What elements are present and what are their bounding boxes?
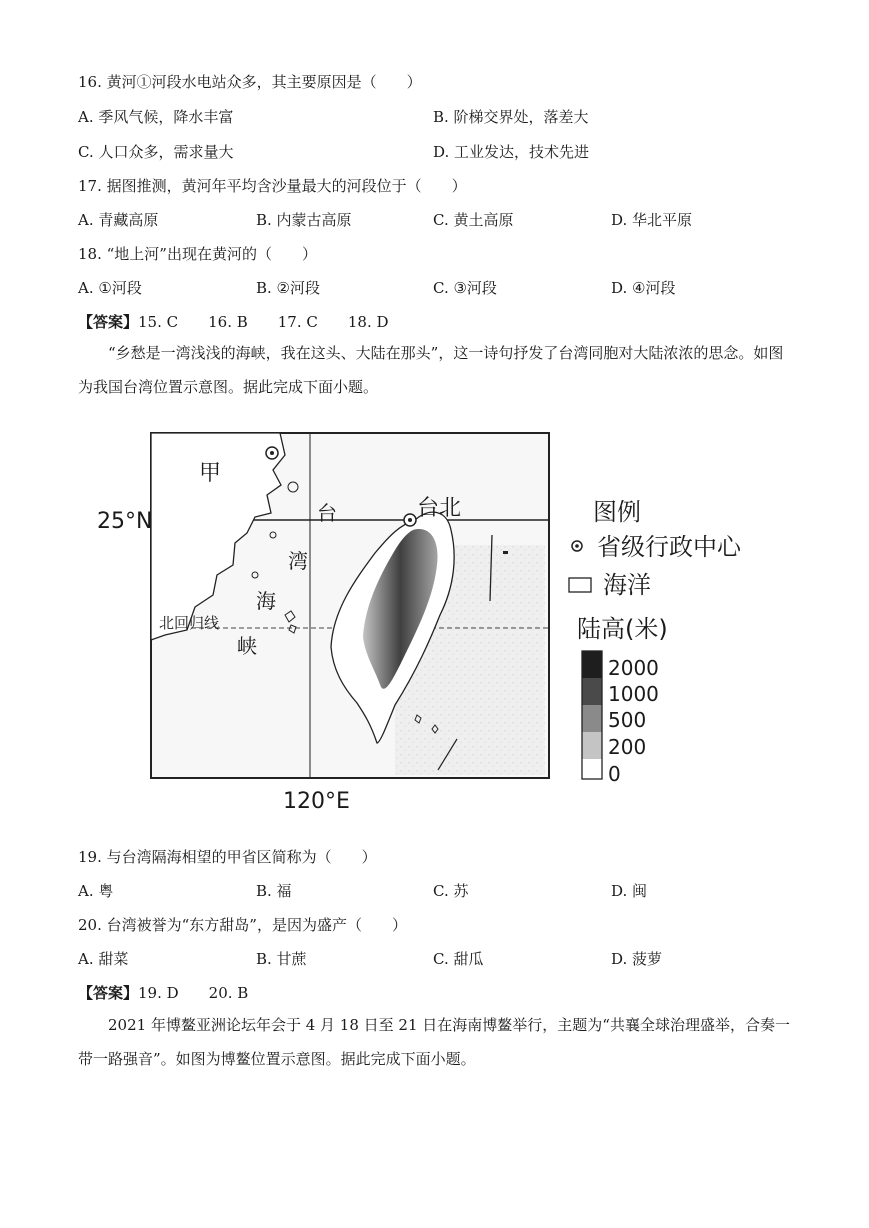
answer-label: 【答案】 bbox=[78, 313, 139, 331]
q20-option-b: B. 甘蔗 bbox=[256, 950, 307, 968]
legend-ocean: 海洋 bbox=[603, 571, 651, 599]
label-tai: 台 bbox=[317, 501, 337, 525]
intro-paragraph-boao: 2021 年博鳌亚洲论坛年会于 4 月 18 日至 21 日在海南博鳌举行，主题为“共襄全球治理盛举，合奏一带一路强音”。如图为博鳌位置示意图。据此完成下面小题。 bbox=[78, 1016, 790, 1068]
legend-level-2000: 2000 bbox=[608, 656, 659, 680]
taiwan-location-map bbox=[95, 425, 785, 820]
legend-title: 图例 bbox=[593, 498, 641, 526]
q16-option-b: B. 阶梯交界处，落差大 bbox=[433, 108, 589, 126]
q20-stem: 20. 台湾被誉为“东方甜岛”，是因为盛产（ ） bbox=[78, 916, 407, 934]
label-hai: 海 bbox=[256, 589, 276, 613]
intro-paragraph-taiwan: “乡愁是一湾浅浅的海峡，我在这头、大陆在那头”，这一诗句抒发了台湾同胞对大陆浓浓的思念。如图为我国台湾位置示意图。据此完成下面小题。 bbox=[78, 344, 784, 396]
q18-option-b: B. ②河段 bbox=[256, 279, 321, 297]
label-taibei: 台北 bbox=[417, 496, 462, 521]
q17-option-c: C. 黄土高原 bbox=[433, 211, 514, 229]
legend-level-1000: 1000 bbox=[608, 682, 659, 706]
legend-capital-icon bbox=[575, 544, 579, 548]
q18-option-a: A. ①河段 bbox=[78, 279, 142, 297]
q16-option-a: A. 季风气候，降水丰富 bbox=[78, 108, 234, 126]
q17-option-a: A. 青藏高原 bbox=[78, 211, 159, 229]
label-latitude: 25°N bbox=[97, 509, 153, 534]
q20-option-a: A. 甜菜 bbox=[78, 950, 129, 968]
q19-option-c: C. 苏 bbox=[433, 882, 469, 900]
q17-stem: 17. 据图推测，黄河年平均含沙量最大的河段位于（ ） bbox=[78, 177, 467, 195]
answer-line-1 bbox=[78, 312, 389, 332]
q18-stem: 18. “地上河”出现在黄河的（ ） bbox=[78, 245, 317, 263]
legend-capital: 省级行政中心 bbox=[597, 533, 741, 561]
q20-option-c: C. 甜瓜 bbox=[433, 950, 484, 968]
answer-line-2 bbox=[78, 983, 248, 1003]
q19-option-d: D. 闽 bbox=[611, 882, 648, 900]
legend-level-0: 0 bbox=[608, 762, 621, 786]
q19-option-a: A. 粤 bbox=[78, 882, 114, 900]
answer-text: 19. D 20. B bbox=[138, 984, 249, 1002]
q17-option-d: D. 华北平原 bbox=[611, 211, 693, 229]
sea-mark bbox=[503, 551, 508, 554]
label-jia: 甲 bbox=[199, 461, 222, 486]
q19-stem: 19. 与台湾隔海相望的甲省区简称为（ ） bbox=[78, 848, 377, 866]
answer-text: 15. C 16. B 17. C 18. D bbox=[138, 313, 389, 331]
q16-option-d: D. 工业发达，技术先进 bbox=[433, 143, 590, 161]
legend-elev-swatch-2000 bbox=[582, 651, 602, 678]
label-wan: 湾 bbox=[288, 549, 308, 573]
legend-elevation-title: 陆高(米) bbox=[577, 615, 668, 643]
legend-elev-swatch-500 bbox=[582, 705, 602, 732]
legend-elev-swatch-1000 bbox=[582, 678, 602, 705]
legend-elev-swatch-200 bbox=[582, 732, 602, 759]
q16-stem: 16. 黄河①河段水电站众多，其主要原因是（ ） bbox=[78, 73, 422, 91]
label-tropic: 北回归线 bbox=[159, 614, 220, 632]
answer-label: 【答案】 bbox=[78, 984, 139, 1002]
legend-level-500: 500 bbox=[608, 708, 647, 732]
fuzhou-capital-icon bbox=[270, 451, 274, 455]
legend-level-200: 200 bbox=[608, 735, 647, 759]
q18-option-d: D. ④河段 bbox=[611, 279, 676, 297]
q16-option-c: C. 人口众多，需求量大 bbox=[78, 143, 234, 161]
q20-option-d: D. 菠萝 bbox=[611, 950, 663, 968]
q19-option-b: B. 福 bbox=[256, 882, 292, 900]
taibei-capital-icon bbox=[408, 518, 412, 522]
legend-ocean-swatch bbox=[569, 578, 591, 592]
q17-option-b: B. 内蒙古高原 bbox=[256, 211, 352, 229]
label-longitude: 120°E bbox=[283, 789, 350, 814]
q18-option-c: C. ③河段 bbox=[433, 279, 497, 297]
label-xia: 峡 bbox=[237, 634, 257, 658]
legend-elev-swatch-0 bbox=[582, 759, 602, 779]
